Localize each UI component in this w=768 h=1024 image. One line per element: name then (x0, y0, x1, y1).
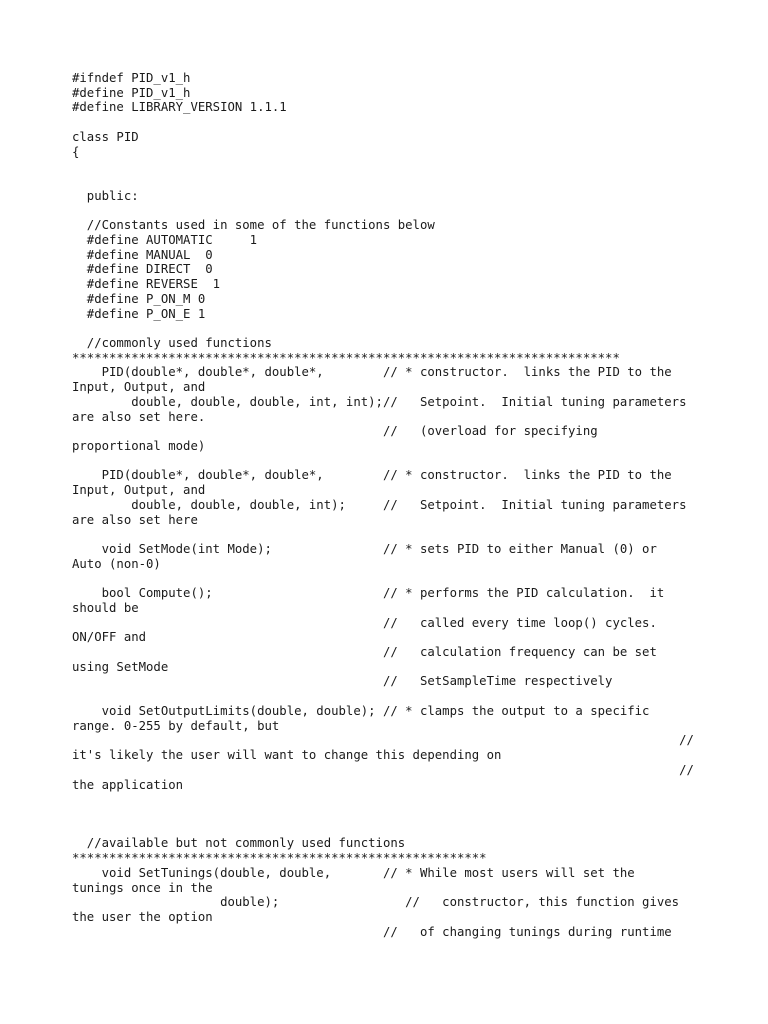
blank-line (72, 454, 762, 469)
code-line: Input, Output, and (72, 483, 206, 498)
code-line: #define MANUAL 0 (72, 247, 213, 262)
code-line: //commonly used functions (72, 335, 272, 350)
code-line: #define DIRECT 0 (72, 262, 213, 277)
code-line: void SetOutputLimits(double, double); // * clamps the output to a specific (72, 703, 650, 718)
code-line: PID(double*, double*, double*, // * constructor. links the PID to the (72, 468, 672, 483)
code-line: #define REVERSE 1 (72, 277, 221, 292)
code-line: proportional mode) (72, 438, 206, 453)
code-line: #ifndef PID_v1_h (72, 71, 191, 85)
blank-line (72, 115, 762, 130)
code-line: are also set here (72, 512, 198, 527)
code-line: //Constants used in some of the functions below (72, 218, 435, 233)
code-line: ON/OFF and (72, 630, 147, 645)
blank-line (72, 792, 762, 807)
code-line: // called every time loop() cycles. (72, 615, 657, 630)
code-line: #define P_ON_E 1 (72, 306, 206, 321)
code-line: range. 0-255 by default, but (72, 718, 280, 733)
code-line: #define PID_v1_h (72, 85, 191, 100)
blank-line (72, 321, 762, 336)
code-line: double); // constructor, this function gives (72, 895, 680, 910)
code-line: using SetMode (72, 659, 169, 674)
code-line: // calculation frequency can be set (72, 645, 657, 660)
code-line: PID(double*, double*, double*, // * constructor. links the PID to the (72, 365, 672, 380)
code-line: { (72, 144, 80, 159)
code-line: ******************************************************** (72, 851, 487, 866)
code-line: ************************************************************************** (72, 350, 620, 365)
blank-line (72, 689, 762, 704)
code-line: // (72, 762, 694, 777)
code-line: // (72, 733, 694, 748)
code-line: bool Compute(); // * performs the PID calculation. it (72, 586, 665, 601)
code-line: are also set here. (72, 409, 206, 424)
code-line: #define P_ON_M 0 (72, 291, 206, 306)
blank-line (72, 203, 762, 218)
code-line: // SetSampleTime respectively (72, 674, 613, 689)
code-line: the application (72, 777, 184, 792)
blank-line (72, 807, 762, 822)
blank-line (72, 571, 762, 586)
code-line: Auto (non-0) (72, 556, 161, 571)
code-line: void SetMode(int Mode); // * sets PID to either Manual (0) or (72, 542, 657, 556)
blank-line (72, 822, 762, 837)
code-line: tunings once in the (72, 880, 213, 895)
code-line: the user the option (72, 909, 213, 924)
code-line: #define LIBRARY_VERSION 1.1.1 (72, 100, 287, 115)
blank-line (72, 527, 762, 542)
code-line: Input, Output, and (72, 380, 206, 395)
code-line: double, double, double, int, int);// Setpoint. Initial tuning parameters (72, 394, 687, 409)
code-line: //available but not commonly used functions (72, 836, 406, 851)
code-line: double, double, double, int); // Setpoint. Initial tuning parameters (72, 497, 687, 512)
blank-line (72, 174, 762, 189)
code-line: should be (72, 600, 139, 615)
code-line: void SetTunings(double, double, // * While most users will set the (72, 865, 635, 880)
code-line: it's likely the user will want to change this depending on (72, 748, 502, 763)
code-listing (72, 71, 762, 939)
code-line: // (overload for specifying (72, 424, 598, 439)
code-line: #define AUTOMATIC 1 (72, 232, 258, 247)
code-line: public: (72, 188, 139, 203)
code-line: // of changing tunings during runtime (72, 924, 672, 939)
code-line: class PID (72, 129, 139, 144)
blank-line (72, 159, 762, 174)
